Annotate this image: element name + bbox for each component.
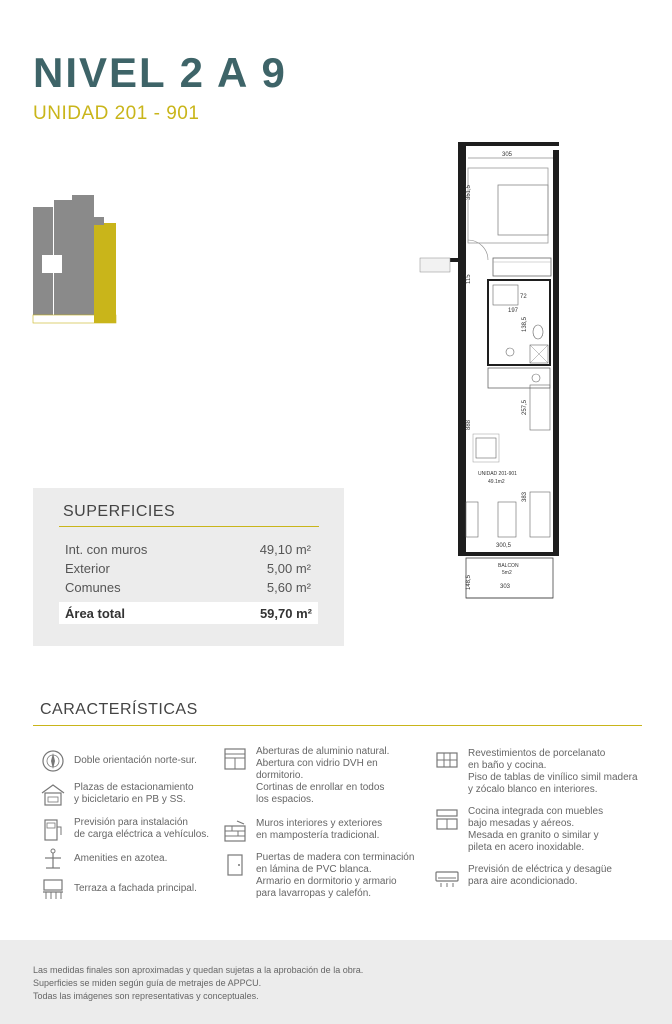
plan-dim-115: 115 bbox=[466, 274, 472, 284]
footer-disclaimer bbox=[33, 964, 363, 1003]
compass-icon bbox=[40, 748, 66, 774]
tiles-icon bbox=[434, 748, 460, 774]
superficies-row-label: Comunes bbox=[65, 580, 121, 595]
plan-unit-label: UNIDAD 201-901 bbox=[478, 471, 517, 477]
superficies-divider bbox=[59, 526, 319, 527]
feature-text: Amenities en azotea. bbox=[74, 853, 168, 864]
superficies-row-label: Int. con muros bbox=[65, 542, 148, 557]
superficies-row-label: Exterior bbox=[65, 561, 110, 576]
feature-item bbox=[222, 746, 389, 806]
superficies-title: SUPERFICIES bbox=[63, 503, 176, 520]
footer-line: Las medidas finales son aproximadas y quedan sujetas a la aprobación de la obra. bbox=[33, 965, 364, 975]
superficies-row-value: 49,10 m² bbox=[259, 542, 311, 557]
kitchen-icon bbox=[434, 806, 460, 832]
plan-dim-383: 383 bbox=[522, 491, 528, 502]
feature-text: Previsión para instalación de carga eléctrica a vehículos. bbox=[74, 817, 210, 840]
feature-text: Cocina integrada con muebles bajo mesadas y aéreos. Mesada en granito o similar y pileta en acero inoxidable. bbox=[468, 806, 604, 853]
plan-dim-351: 351,5 bbox=[466, 184, 472, 200]
brick-wall-icon bbox=[222, 818, 248, 844]
feature-item bbox=[40, 846, 167, 872]
plan-dim-257: 257,5 bbox=[522, 399, 528, 415]
plan-dim-888: 888 bbox=[466, 419, 472, 430]
footer-line: Superficies se miden según guía de metrajes de APPCU. bbox=[33, 978, 262, 988]
feature-item bbox=[434, 864, 612, 890]
feature-item bbox=[40, 817, 209, 843]
feature-text: Muros interiores y exteriores en mampostería tradicional. bbox=[256, 818, 383, 841]
plan-dim-148: 148,5 bbox=[466, 574, 472, 590]
caracteristicas-title: CARACTERÍSTICAS bbox=[40, 701, 198, 718]
plan-balcony-area: 5m2 bbox=[502, 570, 512, 576]
feature-text: Aberturas de aluminio natural. Abertura con vidrio DVH en dormitorio. Cortinas de enrollar en todos los espacios. bbox=[256, 746, 390, 805]
feature-item bbox=[434, 806, 603, 854]
feature-text: Previsión de eléctrica y desagüe para aire acondicionado. bbox=[468, 864, 612, 887]
page-title: NIVEL 2 A 9 bbox=[33, 49, 287, 96]
feature-text: Puertas de madera con terminación en lámina de PVC blanca. Armario en dormitorio y armario para lavarropas y calefón. bbox=[256, 852, 415, 899]
plan-balcony-label: BALCON bbox=[498, 563, 519, 569]
feature-item bbox=[40, 876, 197, 902]
key-plan bbox=[32, 195, 118, 325]
feature-text: Doble orientación norte-sur. bbox=[74, 755, 197, 766]
plan-dim-72: 72 bbox=[520, 294, 527, 300]
feature-item bbox=[222, 852, 414, 900]
door-icon bbox=[222, 852, 248, 878]
caracteristicas-divider bbox=[33, 725, 642, 726]
amenities-icon bbox=[40, 846, 66, 872]
floor-plan bbox=[418, 140, 563, 608]
superficies-total-value: 59,70 m² bbox=[259, 605, 312, 621]
plan-dim-197: 197 bbox=[508, 308, 519, 314]
superficies-total-label: Área total bbox=[65, 605, 125, 621]
unit-subtitle: UNIDAD 201 - 901 bbox=[33, 103, 200, 124]
superficies-total bbox=[59, 602, 318, 624]
plan-dim-300: 300,5 bbox=[496, 543, 512, 549]
feature-item bbox=[222, 818, 382, 844]
footer-line: Todas las imágenes son representativas y conceptuales. bbox=[33, 991, 259, 1001]
superficies-row bbox=[65, 580, 311, 595]
plan-dim-305: 305 bbox=[502, 152, 513, 158]
feature-item bbox=[434, 748, 638, 796]
feature-text: Terraza a fachada principal. bbox=[74, 883, 197, 894]
footer bbox=[0, 940, 672, 1024]
plan-dim-303: 303 bbox=[500, 584, 511, 590]
superficies-panel bbox=[33, 488, 344, 646]
ev-charger-icon bbox=[40, 817, 66, 843]
feature-item bbox=[40, 748, 197, 774]
plan-dim-138: 138,5 bbox=[522, 316, 528, 332]
window-icon bbox=[222, 746, 248, 772]
superficies-row-value: 5,60 m² bbox=[266, 580, 311, 595]
terrace-icon bbox=[40, 876, 66, 902]
superficies-row-value: 5,00 m² bbox=[266, 561, 311, 576]
superficies-row bbox=[65, 542, 311, 557]
air-conditioner-icon bbox=[434, 864, 460, 890]
garage-icon bbox=[40, 782, 66, 808]
feature-text: Revestimientos de porcelanato en baño y cocina. Piso de tablas de vinílico simil madera y zócalo blanco en interiores. bbox=[468, 748, 638, 795]
plan-unit-area: 49.1m2 bbox=[488, 479, 505, 485]
feature-text: Plazas de estacionamiento y bicicletario en PB y SS. bbox=[74, 782, 194, 805]
superficies-row bbox=[65, 561, 311, 576]
feature-item bbox=[40, 782, 194, 808]
